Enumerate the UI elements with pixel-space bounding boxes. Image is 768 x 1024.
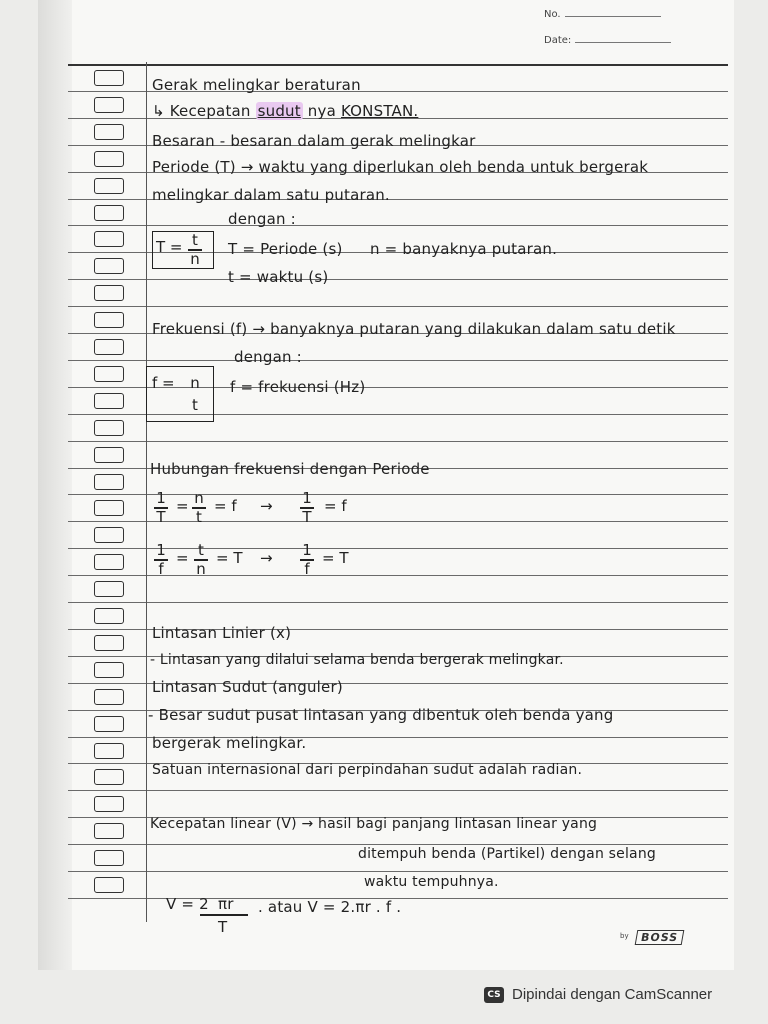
rel1-rhs2: = f xyxy=(324,497,347,515)
margin-checkbox xyxy=(94,124,124,140)
margin-checkbox xyxy=(94,662,124,678)
margin-checkbox xyxy=(94,769,124,785)
margin-checkbox xyxy=(94,339,124,355)
rel2-frac-b xyxy=(194,542,208,578)
freq-num: n xyxy=(190,374,200,392)
line-def-f: f = frekuensi (Hz) xyxy=(230,378,366,396)
ruled-line xyxy=(68,360,728,361)
margin-checkbox xyxy=(94,366,124,382)
margin-checkbox xyxy=(94,420,124,436)
margin-checkbox xyxy=(94,716,124,732)
ruled-line xyxy=(68,790,728,791)
period-den: n xyxy=(190,249,200,268)
margin-checkbox xyxy=(94,689,124,705)
margin-checkbox xyxy=(94,312,124,328)
margin-checkbox xyxy=(94,527,124,543)
no-label: No. xyxy=(544,9,561,20)
margin-checkbox xyxy=(94,635,124,651)
rel1-eq: = xyxy=(176,497,189,515)
line-def-n: n = banyaknya putaran. xyxy=(370,240,558,258)
rel1-c-num: 1 xyxy=(302,489,312,507)
formula-v-alt: . atau V = 2.πr . f . xyxy=(258,898,402,916)
rel2-c-den: f xyxy=(304,559,310,578)
brand-prefix: by xyxy=(620,932,629,940)
rel2-arrow: → xyxy=(260,549,273,567)
formula-v-lhs: V = 2 xyxy=(166,895,209,913)
margin-checkbox xyxy=(94,608,124,624)
formula-v-den: T xyxy=(218,918,228,936)
nya-text: nya xyxy=(307,102,336,120)
rel2-c-num: 1 xyxy=(302,541,312,559)
camscanner-icon: CS xyxy=(484,987,504,1003)
ruled-line xyxy=(68,441,728,442)
margin-checkbox xyxy=(94,205,124,221)
margin-checkbox xyxy=(94,393,124,409)
camscanner-footer xyxy=(484,986,712,1003)
ruled-line xyxy=(68,871,728,872)
line-lintasan-def: - Lintasan yang dilalui selama benda bergerak melingkar. xyxy=(150,652,564,668)
ruled-line xyxy=(68,306,728,307)
margin-checkbox xyxy=(94,823,124,839)
rel1-frac-a xyxy=(154,490,168,526)
rel2-a-den: f xyxy=(158,559,164,578)
no-field xyxy=(544,8,661,20)
period-num: t xyxy=(192,231,198,249)
ruled-line xyxy=(68,602,728,603)
line-sudut-def: - Besar sudut pusat lintasan yang dibentuk oleh benda yang xyxy=(148,706,614,724)
line-satuan: Satuan internasional dari perpindahan sudut adalah radian. xyxy=(152,762,583,778)
margin-checkbox xyxy=(94,231,124,247)
rel2-frac-c xyxy=(300,542,314,578)
formula-v-pir: πr xyxy=(218,895,234,913)
margin-checkbox xyxy=(94,70,124,86)
line-def-t: t = waktu (s) xyxy=(228,268,329,286)
rel1-a-num: 1 xyxy=(156,489,166,507)
freq-fraction xyxy=(186,372,204,416)
line-dengan-2: dengan : xyxy=(234,348,302,366)
rel1-b-num: n xyxy=(194,489,204,507)
camscanner-text: Dipindai dengan CamScanner xyxy=(512,986,713,1003)
line-dengan-1: dengan : xyxy=(228,210,296,228)
margin-checkbox xyxy=(94,796,124,812)
line-frekuensi: Frekuensi (f) → banyaknya putaran yang dilakukan dalam satu detik xyxy=(152,320,676,338)
line-kecepatan-cont: ditempuh benda (Partikel) dengan selang xyxy=(358,846,656,862)
rel1-rhs: = f xyxy=(214,497,237,515)
formula-v-bar xyxy=(200,914,248,916)
line-kecepatan-linear: Kecepatan linear (V) → hasil bagi panjang lintasan linear yang xyxy=(150,816,598,832)
margin-checkbox xyxy=(94,97,124,113)
highlight-sudut: sudut xyxy=(257,102,301,120)
line-kecepatan xyxy=(152,102,418,120)
ruled-line xyxy=(68,225,728,226)
line-periode-cont: melingkar dalam satu putaran. xyxy=(152,186,390,204)
margin-checkbox xyxy=(94,850,124,866)
line-periode: Periode (T) → waktu yang diperlukan oleh benda untuk bergerak xyxy=(152,158,649,176)
line-lintasan-sudut: Lintasan Sudut (anguler) xyxy=(152,678,343,696)
ruled-line xyxy=(68,844,728,845)
period-fraction xyxy=(188,232,202,268)
rel1-frac-b xyxy=(192,490,206,526)
rel2-frac-a xyxy=(154,542,168,578)
page-binding xyxy=(38,0,72,970)
rel1-b-den: t xyxy=(196,507,202,526)
ruled-line xyxy=(68,64,728,66)
rel2-rhs: = T xyxy=(216,549,243,567)
margin-line xyxy=(146,62,147,922)
ruled-line xyxy=(68,279,728,280)
line-hubungan: Hubungan frekuensi dengan Periode xyxy=(150,460,430,478)
rel2-a-num: 1 xyxy=(156,541,166,559)
freq-den: t xyxy=(192,396,198,414)
line-kecepatan-cont2: waktu tempuhnya. xyxy=(364,874,499,890)
line-def-T: T = Periode (s) xyxy=(228,240,343,258)
margin-checkbox xyxy=(94,554,124,570)
brand-logo: BOSS xyxy=(635,930,685,945)
margin-checkbox xyxy=(94,581,124,597)
notebook-page xyxy=(38,0,734,970)
rel1-frac-c xyxy=(300,490,314,526)
margin-checkbox xyxy=(94,447,124,463)
rel2-eq: = xyxy=(176,549,189,567)
margin-checkbox xyxy=(94,877,124,893)
period-lhs: T = xyxy=(156,238,183,256)
line-lintasan-linier: Lintasan Linier (x) xyxy=(152,624,292,642)
margin-checkbox xyxy=(94,258,124,274)
rel2-rhs2: = T xyxy=(322,549,349,567)
margin-checkbox xyxy=(94,474,124,490)
margin-checkbox xyxy=(94,500,124,516)
konstan-text: KONSTAN. xyxy=(340,102,419,120)
line-title: Gerak melingkar beraturan xyxy=(152,76,361,94)
margin-checkbox xyxy=(94,285,124,301)
date-field xyxy=(544,34,671,46)
rel1-arrow: → xyxy=(260,497,273,515)
rel1-a-den: T xyxy=(156,507,166,526)
margin-checkbox xyxy=(94,743,124,759)
arrow-text: ↳ Kecepatan xyxy=(152,102,251,120)
line-sudut-def-cont: bergerak melingkar. xyxy=(152,734,307,752)
date-label: Date: xyxy=(544,35,572,46)
freq-lhs: f = xyxy=(152,374,175,392)
rel1-c-den: T xyxy=(302,507,312,526)
margin-checkbox xyxy=(94,151,124,167)
line-besaran: Besaran - besaran dalam gerak melingkar xyxy=(152,132,476,150)
rel2-b-num: t xyxy=(198,541,204,559)
margin-checkbox xyxy=(94,178,124,194)
rel2-b-den: n xyxy=(196,559,206,578)
